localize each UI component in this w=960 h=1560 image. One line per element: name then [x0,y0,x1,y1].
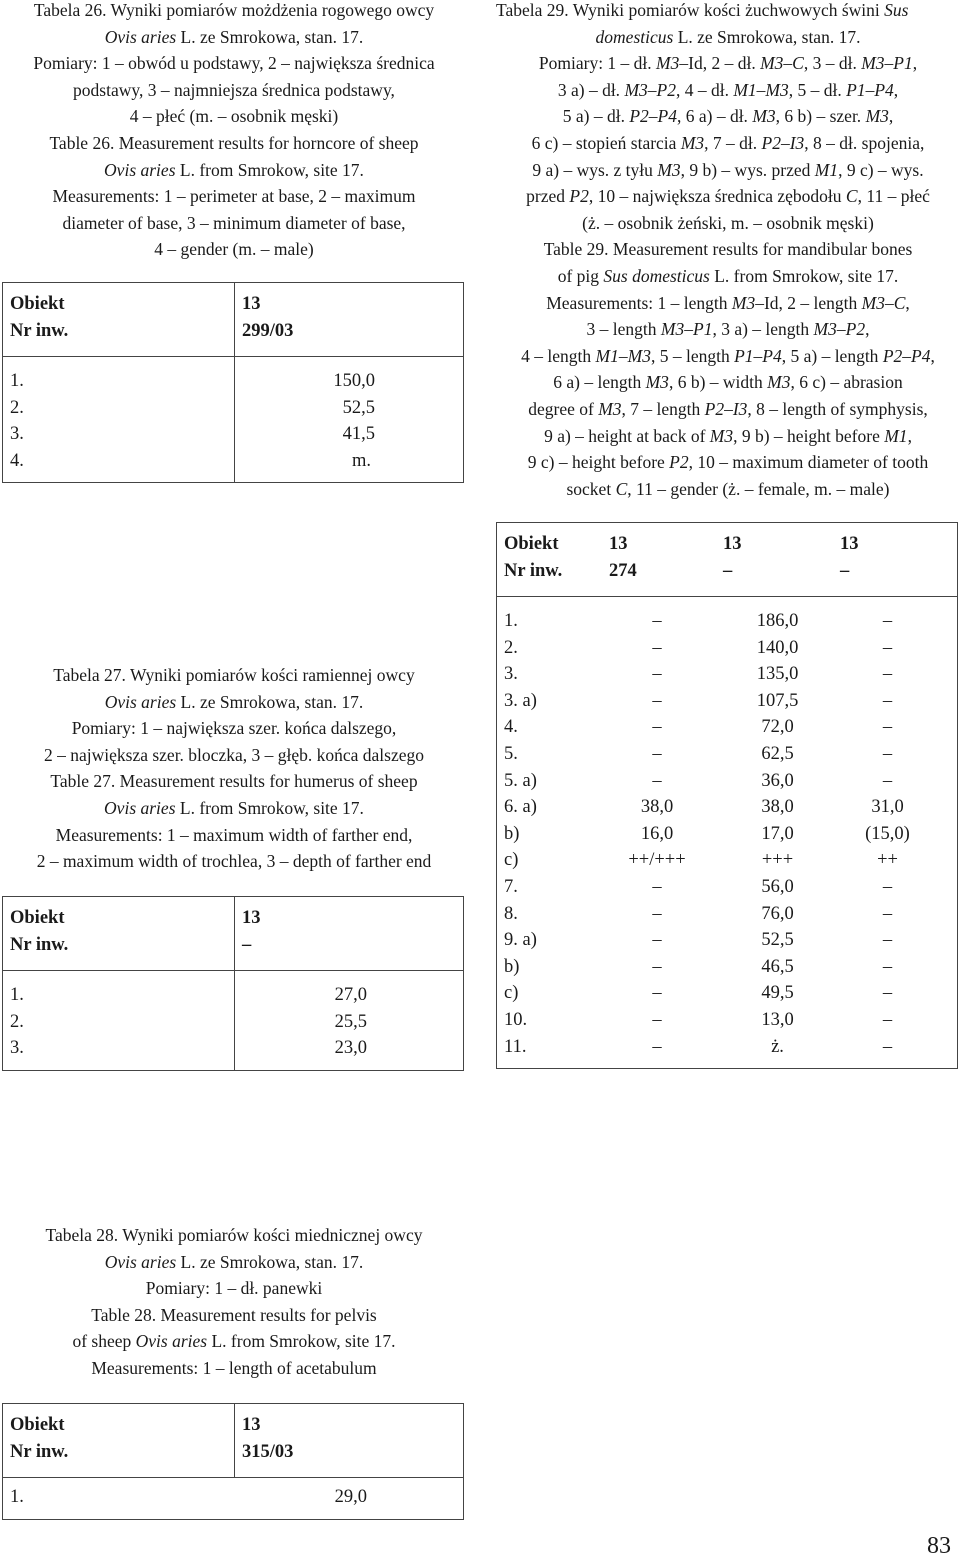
table-cell: – [882,690,893,711]
table-row [497,768,958,795]
caption-line: Ovis aries L. from Smrokow, site 17. [104,797,364,818]
table-cell: 36,0 [761,770,794,791]
table-cell: 135,0 [756,664,799,685]
caption-line: Pomiary: 1 – obwód u podstawy, 2 – największa średnica [33,53,435,74]
column-header: 13 – [235,897,464,971]
table-cell: c) [504,850,519,871]
caption-line: 4 – length M1–M3, 5 – length P1–P4, 5 a) – length P2–P4, [521,345,935,366]
table-cell: 8. [504,903,518,924]
table-row [497,597,958,635]
table-cell: 72,0 [761,717,794,738]
table-28 [2,1403,464,1520]
table-cell: 140,0 [756,637,799,658]
table-cell: – [652,1036,662,1057]
table-cell: +++ [761,850,794,871]
table-row [497,847,958,874]
table-cell: – [652,743,662,764]
table-cell: – [652,611,662,631]
table-cell: 49,5 [761,983,794,1004]
table-cell: – [882,717,893,738]
caption-line: 2 – największa szer. bloczka, 3 – głęb. końca dalszego [43,744,424,765]
table-cell: – [882,956,893,977]
table-cell: 16,0 [640,823,674,844]
table-cell: 17,0 [761,823,794,844]
table-cell: – [652,717,662,738]
table-cell: – [882,1009,893,1030]
table-row: 1. 150,0 [3,357,464,395]
table-cell: – [652,903,662,924]
table-cell: – [652,956,662,977]
caption-line: Table 27. Measurement results for humerus of sheep [50,771,418,792]
column-header: 13 299/03 [235,283,464,357]
table-cell: 38,0 [640,797,674,818]
caption-line: 6 a) – length M3, 6 b) – width M3, 6 c) – abrasion [553,372,903,393]
caption-line: Ovis aries L. ze Smrokowa, stan. 17. [104,26,364,47]
column-header: 13 – [723,523,840,597]
table-row [497,901,958,928]
table-cell: – [652,664,662,685]
table-row [497,1007,958,1034]
table-cell: b) [504,956,520,977]
caption-line: 9 a) – height at back of M3, 9 b) – height before M1, [544,425,912,446]
table-cell: – [882,611,893,631]
table-cell: 76,0 [761,903,794,924]
table-cell: 5. a) [504,770,537,791]
page-number: 83 [927,1533,951,1559]
table-row [497,954,958,981]
caption-line: Tabela 28. Wyniki pomiarów kości miednicznej owcy [45,1225,423,1245]
caption-line: Measurements: 1 – perimeter at base, 2 – maximum [52,186,416,207]
table-27-caption [0,662,468,875]
table-27 [2,896,464,1071]
table-cell: ++ [877,850,898,871]
table-cell: 4. [504,717,518,738]
caption-line: diameter of base, 3 – minimum diameter of base, [62,212,406,233]
table-cell: – [652,983,662,1004]
table-row: 2. 52,5 [3,395,464,422]
caption-line: of pig Sus domesticus L. from Smrokow, site 17. [557,265,899,286]
table-26 [2,282,464,483]
table-cell: – [882,983,893,1004]
column-header: Obiekt Nr inw. [3,897,235,971]
caption-line: degree of M3, 7 – length P2–I3, 8 – length of symphysis, [528,398,928,419]
caption-line: Ovis aries L. from Smrokow, site 17. [104,159,364,180]
table-row: 3. 41,5 [3,421,464,448]
table-cell: – [882,1036,893,1057]
table-row [497,714,958,741]
table-cell: – [652,637,662,658]
table-cell: ++/+++ [628,850,686,871]
caption-line: Tabela 26. Wyniki pomiarów możdżenia rogowego owcy [33,0,435,20]
caption-line: Measurements: 1 – length of acetabulum [91,1357,377,1378]
table-26-caption [0,0,468,263]
table-cell: c) [504,983,519,1004]
table-row [497,741,958,768]
table-cell: 11. [504,1036,527,1057]
caption-line: socket C, 11 – gender (ż. – female, m. – male) [566,478,890,499]
table-cell: 10. [504,1009,528,1030]
caption-line: 4 – gender (m. – male) [154,239,314,260]
column-header: 13 – [840,523,958,597]
table-29 [496,522,958,1069]
caption-line: of sheep Ovis aries L. from Smrokow, site 17. [72,1331,396,1352]
table-cell: – [882,743,893,764]
table-cell: 31,0 [871,797,904,818]
caption-line: 5 a) – dł. P2–P4, 6 a) – dł. M3, 6 b) – szer. M3, [562,106,894,127]
table-cell: 3. a) [504,690,537,711]
table-cell: 6. a) [504,797,537,818]
caption-line: Pomiary: 1 – dł. M3–Id, 2 – dł. M3–C, 3 – dł. M3–P1, [538,53,918,74]
column-header: Obiekt Nr inw. [3,1404,235,1478]
table-row: 3. 23,0 [3,1035,464,1070]
caption-line: podstawy, 3 – najmniejsza średnica podstawy, [73,79,395,100]
table-cell: 62,5 [761,743,794,764]
column-header: 13 274 [609,523,723,597]
caption-line: Measurements: 1 – length M3–Id, 2 – length M3–C, [546,292,910,313]
caption-line: Table 29. Measurement results for mandibular bones [543,239,913,260]
table-row: 2. 25,5 [3,1009,464,1036]
table-29-caption [496,0,960,502]
table-row [497,1034,958,1069]
table-cell: 3. [504,664,518,685]
table-cell: 107,5 [756,690,799,711]
table-cell: 52,5 [761,930,794,951]
table-row [497,980,958,1007]
table-cell: – [882,637,893,658]
table-cell: 56,0 [761,876,794,897]
table-cell: ż. [771,1036,784,1057]
table-28-caption [0,1222,468,1382]
caption-line: 9 a) – wys. z tyłu M3, 9 b) – wys. przed M1, 9 c) – wys. [532,159,924,180]
table-row: 4. m. [3,448,464,483]
table-cell: – [652,930,662,951]
table-cell: – [652,770,662,791]
table-row: 1. 29,0 [10,1487,367,1507]
table-cell: – [882,770,893,791]
table-cell: 2. [504,637,518,658]
table-row [497,688,958,715]
caption-line: Tabela 29. Wyniki pomiarów kości żuchwowych świni Sus [496,0,909,20]
caption-line: przed P2, 10 – największa średnica zębodołu C, 11 – płeć [526,186,930,207]
caption-line: 2 – maximum width of trochlea, 3 – depth of farther end [36,851,432,872]
caption-line: Measurements: 1 – maximum width of farther end, [55,824,413,845]
caption-line: 9 c) – height before P2, 10 – maximum diameter of tooth [527,452,929,473]
table-row [497,927,958,954]
table-cell: 186,0 [756,611,799,631]
table-cell: 7. [504,876,518,897]
table-cell: – [652,1009,662,1030]
caption-line: Table 26. Measurement results for horncore of sheep [49,132,419,153]
table-row [497,635,958,662]
caption-line: Pomiary: 1 – dł. panewki [145,1278,323,1299]
caption-line: 4 – płeć (m. – osobnik męski) [129,106,339,127]
column-header: Obiekt Nr inw. [3,283,235,357]
table-cell: – [652,690,662,711]
caption-line: (ż. – osobnik żeński, m. – osobnik męski) [582,212,874,233]
caption-line: Tabela 27. Wyniki pomiarów kości ramiennej owcy [53,665,415,685]
table-cell: – [652,876,662,897]
caption-line: Ovis aries L. ze Smrokowa, stan. 17. [104,691,364,712]
table-row: 1. 27,0 [3,971,464,1009]
caption-line: Table 28. Measurement results for pelvis [91,1304,377,1325]
caption-line: domesticus L. ze Smrokowa, stan. 17. [595,26,861,47]
column-header: 13 315/03 [235,1404,464,1478]
table-cell: b) [504,823,520,844]
caption-line: Ovis aries L. ze Smrokowa, stan. 17. [104,1251,364,1272]
table-cell: 38,0 [761,797,794,818]
caption-line: 6 c) – stopień starcia M3, 7 – dł. P2–I3, 8 – dł. spojenia, [531,132,925,153]
table-cell: – [882,876,893,897]
caption-line: Pomiary: 1 – największa szer. końca dalszego, [71,718,397,739]
table-cell: – [882,903,893,924]
table-cell: 13,0 [761,1009,794,1030]
caption-line: 3 a) – dł. M3–P2, 4 – dł. M1–M3, 5 – dł. P1–P4, [557,79,899,100]
table-cell: – [882,930,893,951]
table-row [497,874,958,901]
table-cell: 46,5 [761,956,794,977]
table-cell: 5. [504,743,518,764]
caption-line: 3 – length M3–P1, 3 a) – length M3–P2, [586,319,870,340]
table-cell: – [882,664,893,685]
table-row [497,821,958,848]
table-row [497,794,958,821]
table-row [497,661,958,688]
column-header: Obiekt Nr inw. [497,523,610,597]
table-cell: 9. a) [504,930,537,951]
table-cell: (15,0) [865,823,910,844]
table-cell: 1. [504,611,518,631]
